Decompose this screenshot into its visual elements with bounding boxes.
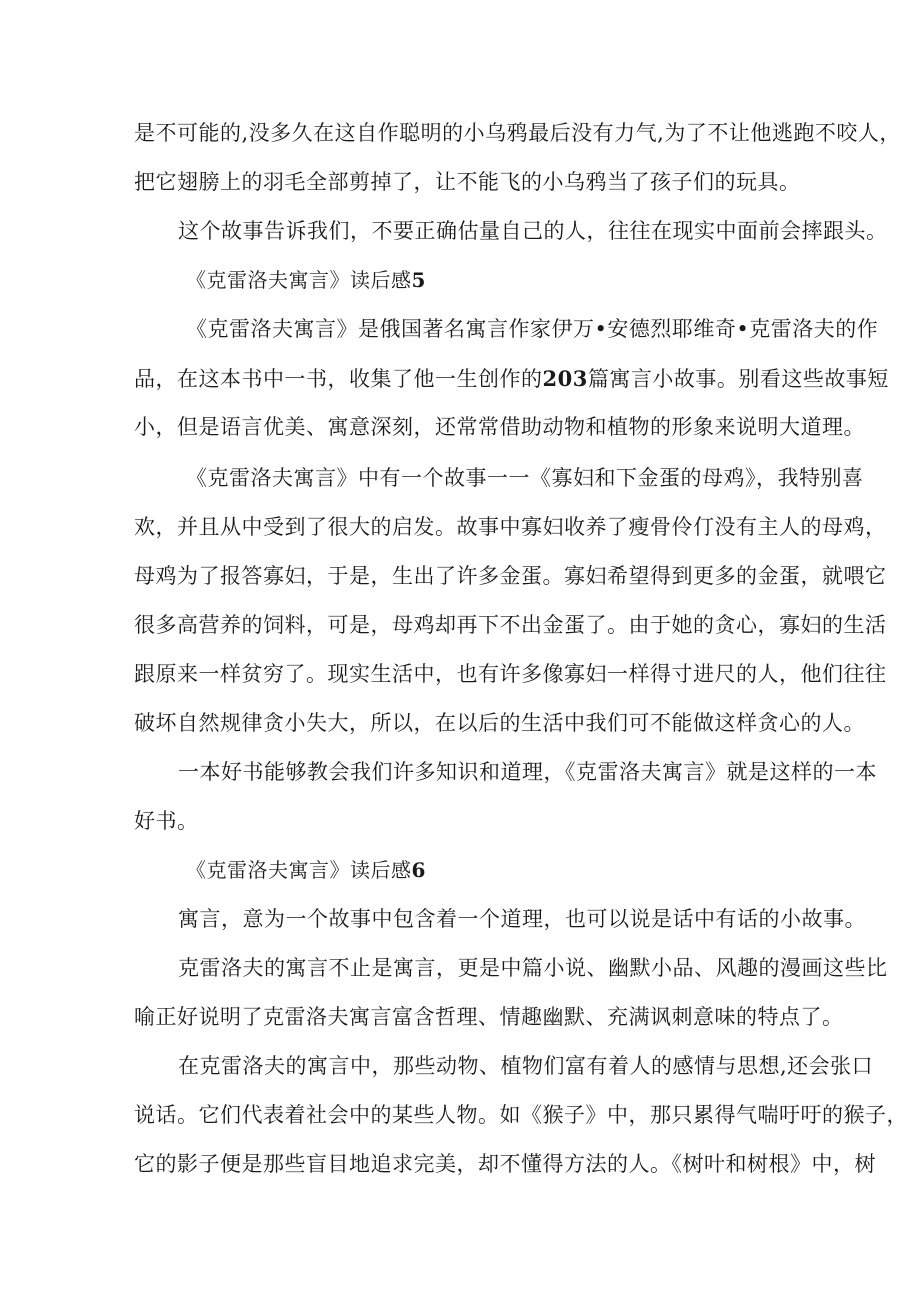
heading-number: 5 [411, 268, 426, 292]
text-line: 把它翅膀上的羽毛全部剪掉了，让不能飞的小乌鸦当了孩子们的玩具。 [134, 170, 801, 194]
text-line: 《克雷洛夫寓言》是俄国著名寓言作家伊万•安德烈耶维奇•克雷洛夫的作 [186, 317, 879, 341]
text-line: 在克雷洛夫的寓言中，那些动物、植物们富有着人的感情与思想,还会张口 [178, 1054, 874, 1078]
section-heading [186, 270, 426, 290]
text-line [134, 368, 889, 390]
text-line: 它的影子便是那些盲目地追求完美，却不懂得方法的人。《树叶和树根》中，树 [134, 1152, 876, 1176]
text-line: 寓言，意为一个故事中包含着一个道理，也可以说是话中有话的小故事。 [178, 907, 866, 931]
text-line: 欢，并且从中受到了很大的启发。故事中寡妇收养了瘦骨伶仃没有主人的母鸡， [134, 515, 887, 539]
text-segment: 品，在这本书中一书，收集了他一生创作的 [134, 367, 543, 391]
text-line: 好书。 [134, 809, 199, 833]
text-line: 一本好书能够教会我们许多知识和道理，《克雷洛夫寓言》就是这样的一本 [178, 760, 877, 784]
text-line: 小，但是语言优美、寓意深刻，还常常借助动物和植物的形象来说明大道理。 [134, 415, 865, 439]
text-line: 克雷洛夫的寓言不止是寓言，更是中篇小说、幽默小品、风趣的漫画这些比 [178, 956, 888, 980]
text-line: 跟原来一样贫穷了。现实生活中，也有许多像寡妇一样得寸进尺的人，他们往往 [134, 662, 887, 686]
text-line: 破坏自然规律贪小失大，所以，在以后的生活中我们可不能做这样贪心的人。 [134, 711, 865, 735]
number-203: 203 [542, 366, 588, 391]
text-line: 说话。它们代表着社会中的某些人物。如《猴子》中，那只累得气喘吁吁的猴子， [134, 1103, 908, 1127]
text-line: 母鸡为了报答寡妇，于是，生出了许多金蛋。寡妇希望得到更多的金蛋，就喂它 [134, 564, 887, 588]
text-line: 很多高营养的饲料，可是，母鸡却再下不出金蛋了。由于她的贪心，寡妇的生活 [134, 613, 887, 637]
text-line: 喻正好说明了克雷洛夫寓言富含哲理、情趣幽默、充满讽刺意味的特点了。 [134, 1005, 844, 1029]
text-line: 这个故事告诉我们，不要正确估量自己的人，往往在现实中面前会摔跟头。 [178, 219, 888, 243]
text-line: 是不可能的,没多久在这自作聪明的小乌鸦最后没有力气,为了不让他逃跑不咬人， [134, 121, 901, 145]
section-heading [186, 860, 426, 880]
heading-number: 6 [411, 858, 426, 882]
text-segment: 篇寓言小故事。别看这些故事短 [587, 367, 889, 391]
heading-text: 《克雷洛夫寓言》读后感 [186, 858, 412, 882]
heading-text: 《克雷洛夫寓言》读后感 [186, 268, 412, 292]
text-line: 《克雷洛夫寓言》中有一个故事一一《寡妇和下金蛋的母鸡》，我特别喜 [186, 466, 864, 490]
